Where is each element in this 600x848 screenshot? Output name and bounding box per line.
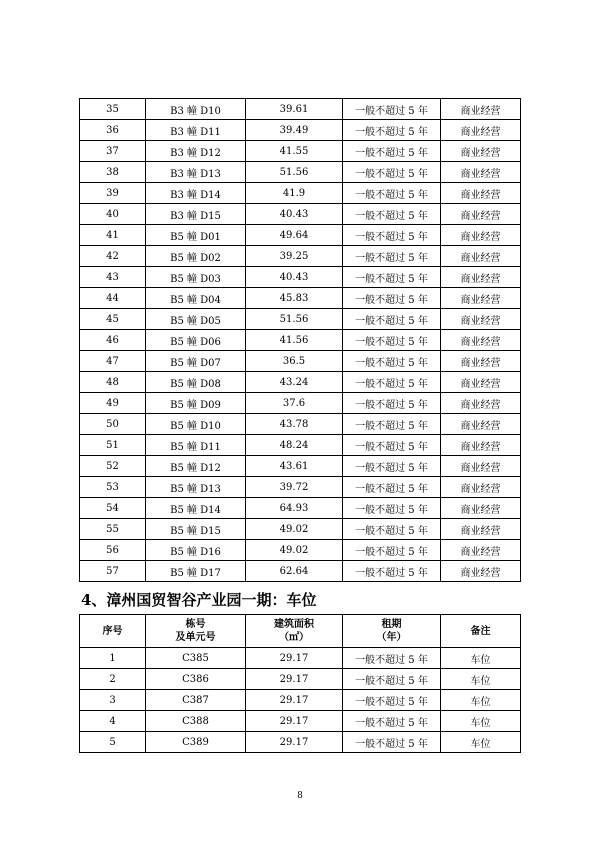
table-row	[80, 393, 521, 414]
row-number: 44	[80, 288, 146, 309]
row-number: 50	[80, 414, 146, 435]
unit-number: B5 幢 D09	[146, 393, 246, 414]
lease-term: 一般不超过 5 年	[343, 120, 441, 141]
lease-term: 一般不超过 5 年	[343, 330, 441, 351]
lease-term: 一般不超过 5 年	[343, 519, 441, 540]
row-number: 43	[80, 267, 146, 288]
header-term-line1: 租期	[381, 619, 402, 630]
remark: 商业经营	[441, 225, 521, 246]
building-area: 39.49	[246, 120, 343, 141]
remark: 商业经营	[441, 141, 521, 162]
lease-term: 一般不超过 5 年	[343, 309, 441, 330]
lease-term: 一般不超过 5 年	[343, 690, 441, 711]
building-area: 41.56	[246, 330, 343, 351]
lease-term: 一般不超过 5 年	[343, 246, 441, 267]
header-area-line2: （㎡）	[279, 632, 309, 643]
lease-term: 一般不超过 5 年	[343, 414, 441, 435]
lease-term: 一般不超过 5 年	[343, 393, 441, 414]
table-row	[80, 162, 521, 183]
building-area: 37.6	[246, 393, 343, 414]
header-unit-number	[146, 615, 246, 648]
building-area: 39.61	[246, 99, 343, 120]
table-row	[80, 141, 521, 162]
lease-term: 一般不超过 5 年	[343, 732, 441, 753]
row-number: 47	[80, 351, 146, 372]
building-area: 43.61	[246, 456, 343, 477]
remark: 车位	[441, 648, 521, 669]
parking-spaces-table-body	[80, 648, 521, 753]
table-header-row	[80, 615, 521, 648]
unit-number: B5 幢 D10	[146, 414, 246, 435]
table-row	[80, 648, 521, 669]
parking-spaces-table	[79, 614, 521, 753]
building-area: 41.9	[246, 183, 343, 204]
table-row	[80, 690, 521, 711]
unit-number: B3 幢 D15	[146, 204, 246, 225]
row-number: 46	[80, 330, 146, 351]
unit-number: B5 幢 D11	[146, 435, 246, 456]
table-row	[80, 267, 521, 288]
header-serial-number: 序号	[80, 615, 146, 648]
remark: 商业经营	[441, 183, 521, 204]
unit-number: B5 幢 D12	[146, 456, 246, 477]
header-lease-term	[343, 615, 441, 648]
building-area: 43.78	[246, 414, 343, 435]
row-number: 56	[80, 540, 146, 561]
building-area: 29.17	[246, 690, 343, 711]
lease-term: 一般不超过 5 年	[343, 99, 441, 120]
remark: 商业经营	[441, 288, 521, 309]
unit-number: B5 幢 D15	[146, 519, 246, 540]
unit-number: B3 幢 D10	[146, 99, 246, 120]
remark: 商业经营	[441, 372, 521, 393]
building-area: 29.17	[246, 732, 343, 753]
header-unit-line1: 栋号	[185, 619, 206, 630]
table-row	[80, 540, 521, 561]
header-area-line1: 建筑面积	[274, 619, 314, 630]
unit-number: C385	[146, 648, 246, 669]
lease-term: 一般不超过 5 年	[343, 498, 441, 519]
row-number: 2	[80, 669, 146, 690]
building-area: 40.43	[246, 267, 343, 288]
lease-term: 一般不超过 5 年	[343, 648, 441, 669]
building-area: 49.64	[246, 225, 343, 246]
row-number: 53	[80, 477, 146, 498]
row-number: 57	[80, 561, 146, 582]
table-row	[80, 309, 521, 330]
unit-number: C387	[146, 690, 246, 711]
remark: 商业经营	[441, 309, 521, 330]
building-area: 49.02	[246, 519, 343, 540]
table-row	[80, 288, 521, 309]
lease-term: 一般不超过 5 年	[343, 456, 441, 477]
table-row	[80, 477, 521, 498]
building-area: 36.5	[246, 351, 343, 372]
remark: 商业经营	[441, 330, 521, 351]
building-area: 43.24	[246, 372, 343, 393]
lease-term: 一般不超过 5 年	[343, 561, 441, 582]
row-number: 37	[80, 141, 146, 162]
building-area: 29.17	[246, 711, 343, 732]
row-number: 39	[80, 183, 146, 204]
unit-number: B3 幢 D12	[146, 141, 246, 162]
remark: 商业经营	[441, 561, 521, 582]
remark: 车位	[441, 732, 521, 753]
table-row	[80, 414, 521, 435]
table-row	[80, 519, 521, 540]
building-area: 51.56	[246, 309, 343, 330]
table-row	[80, 351, 521, 372]
commercial-units-table	[79, 98, 521, 582]
remark: 车位	[441, 669, 521, 690]
lease-term: 一般不超过 5 年	[343, 540, 441, 561]
header-term-line2: （年）	[376, 632, 407, 643]
lease-term: 一般不超过 5 年	[343, 372, 441, 393]
lease-term: 一般不超过 5 年	[343, 477, 441, 498]
table-row	[80, 120, 521, 141]
remark: 商业经营	[441, 204, 521, 225]
unit-number: B3 幢 D11	[146, 120, 246, 141]
table-row	[80, 561, 521, 582]
unit-number: B5 幢 D02	[146, 246, 246, 267]
unit-number: B5 幢 D01	[146, 225, 246, 246]
unit-number: B5 幢 D16	[146, 540, 246, 561]
table-row	[80, 669, 521, 690]
building-area: 45.83	[246, 288, 343, 309]
remark: 车位	[441, 711, 521, 732]
building-area: 51.56	[246, 162, 343, 183]
building-area: 39.72	[246, 477, 343, 498]
building-area: 64.93	[246, 498, 343, 519]
unit-number: B3 幢 D14	[146, 183, 246, 204]
remark: 商业经营	[441, 120, 521, 141]
unit-number: B5 幢 D17	[146, 561, 246, 582]
row-number: 55	[80, 519, 146, 540]
table-row	[80, 498, 521, 519]
building-area: 29.17	[246, 669, 343, 690]
lease-term: 一般不超过 5 年	[343, 267, 441, 288]
table-row	[80, 711, 521, 732]
building-area: 40.43	[246, 204, 343, 225]
table-row	[80, 456, 521, 477]
row-number: 35	[80, 99, 146, 120]
lease-term: 一般不超过 5 年	[343, 204, 441, 225]
row-number: 48	[80, 372, 146, 393]
table-row	[80, 204, 521, 225]
row-number: 49	[80, 393, 146, 414]
remark: 商业经营	[441, 393, 521, 414]
lease-term: 一般不超过 5 年	[343, 225, 441, 246]
remark: 商业经营	[441, 246, 521, 267]
table-row	[80, 435, 521, 456]
building-area: 49.02	[246, 540, 343, 561]
unit-number: C386	[146, 669, 246, 690]
table-row	[80, 330, 521, 351]
header-unit-line2: 及单元号	[175, 632, 216, 643]
lease-term: 一般不超过 5 年	[343, 669, 441, 690]
table-row	[80, 183, 521, 204]
table-row	[80, 225, 521, 246]
remark: 商业经营	[441, 435, 521, 456]
unit-number: B5 幢 D08	[146, 372, 246, 393]
unit-number: B5 幢 D13	[146, 477, 246, 498]
unit-number: B5 幢 D07	[146, 351, 246, 372]
remark: 商业经营	[441, 498, 521, 519]
remark: 商业经营	[441, 456, 521, 477]
unit-number: C389	[146, 732, 246, 753]
page-number: 8	[297, 791, 303, 801]
commercial-units-table-body	[80, 99, 521, 582]
row-number: 1	[80, 648, 146, 669]
row-number: 36	[80, 120, 146, 141]
unit-number: B3 幢 D13	[146, 162, 246, 183]
row-number: 42	[80, 246, 146, 267]
unit-number: B5 幢 D03	[146, 267, 246, 288]
remark: 车位	[441, 690, 521, 711]
row-number: 3	[80, 690, 146, 711]
remark: 商业经营	[441, 162, 521, 183]
remark: 商业经营	[441, 540, 521, 561]
header-remark: 备注	[441, 615, 521, 648]
unit-number: B5 幢 D06	[146, 330, 246, 351]
row-number: 5	[80, 732, 146, 753]
lease-term: 一般不超过 5 年	[343, 711, 441, 732]
row-number: 4	[80, 711, 146, 732]
unit-number: B5 幢 D04	[146, 288, 246, 309]
row-number: 45	[80, 309, 146, 330]
lease-term: 一般不超过 5 年	[343, 288, 441, 309]
row-number: 41	[80, 225, 146, 246]
building-area: 41.55	[246, 141, 343, 162]
row-number: 40	[80, 204, 146, 225]
building-area: 39.25	[246, 246, 343, 267]
lease-term: 一般不超过 5 年	[343, 351, 441, 372]
lease-term: 一般不超过 5 年	[343, 141, 441, 162]
row-number: 52	[80, 456, 146, 477]
row-number: 38	[80, 162, 146, 183]
remark: 商业经营	[441, 519, 521, 540]
lease-term: 一般不超过 5 年	[343, 183, 441, 204]
building-area: 62.64	[246, 561, 343, 582]
remark: 商业经营	[441, 477, 521, 498]
row-number: 54	[80, 498, 146, 519]
table-row	[80, 99, 521, 120]
building-area: 29.17	[246, 648, 343, 669]
lease-term: 一般不超过 5 年	[343, 435, 441, 456]
lease-term: 一般不超过 5 年	[343, 162, 441, 183]
remark: 商业经营	[441, 414, 521, 435]
table-row	[80, 372, 521, 393]
row-number: 51	[80, 435, 146, 456]
remark: 商业经营	[441, 267, 521, 288]
unit-number: B5 幢 D14	[146, 498, 246, 519]
table-row	[80, 732, 521, 753]
header-building-area	[246, 615, 343, 648]
table-row	[80, 246, 521, 267]
remark: 商业经营	[441, 99, 521, 120]
remark: 商业经营	[441, 351, 521, 372]
unit-number: B5 幢 D05	[146, 309, 246, 330]
unit-number: C388	[146, 711, 246, 732]
building-area: 48.24	[246, 435, 343, 456]
section-heading: 4、漳州国贸智谷产业园一期：车位	[81, 591, 317, 609]
